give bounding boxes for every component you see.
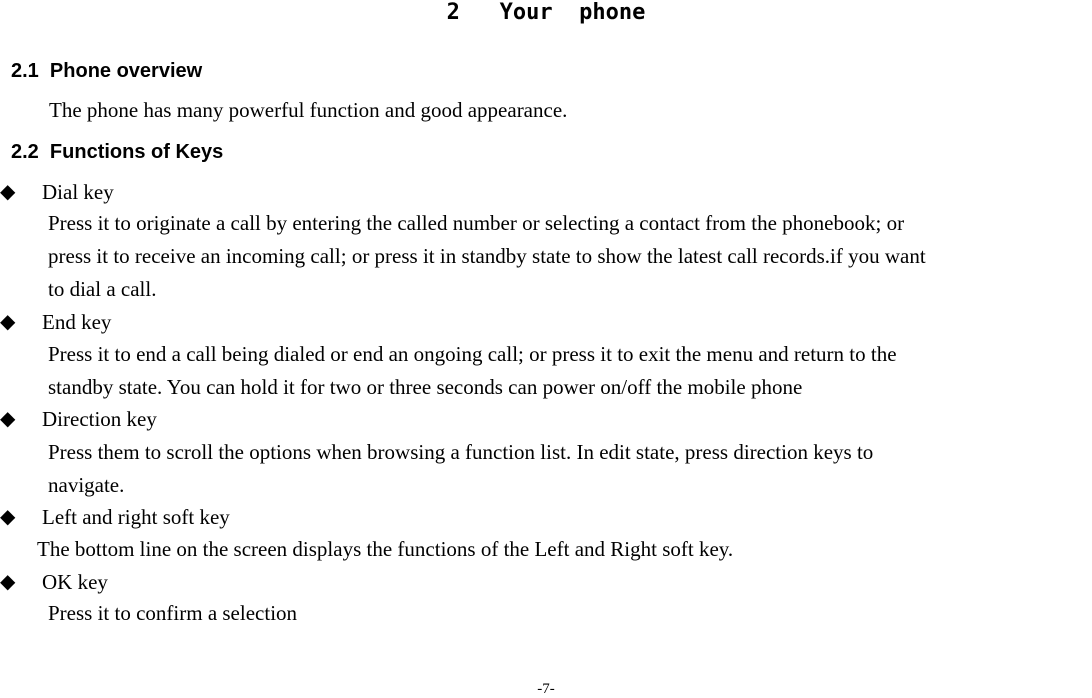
key-description-soft-keys [37,533,733,566]
page-number: -7- [537,681,555,697]
key-description-dial [48,207,926,306]
diamond-bullet-icon: ◆ [0,311,16,333]
description-line: to dial a call. [48,277,157,301]
diamond-bullet-icon: ◆ [0,408,16,430]
key-label-dial: Dial key [42,180,114,204]
section-heading-phone-overview: 2.1 Phone overview [11,60,203,82]
description-line: standby state. You can hold it for two or three seconds can power on/off the mobile phone [48,375,803,399]
key-label-end: End key [42,310,112,334]
key-description-direction [48,436,873,502]
phone-overview-text: The phone has many powerful function and good appearance. [49,98,568,122]
diamond-bullet-icon: ◆ [0,181,16,203]
description-line: Press them to scroll the options when browsing a function list. In edit state, press direction keys to [48,440,874,464]
key-label-ok: OK key [42,570,108,594]
description-line: The bottom line on the screen displays the functions of the Left and Right soft key. [37,537,734,561]
diamond-bullet-icon: ◆ [0,506,16,528]
key-description-ok [48,597,297,630]
diamond-bullet-icon: ◆ [0,571,16,593]
description-line: Press it to end a call being dialed or end an ongoing call; or press it to exit the menu and return to the [48,342,897,366]
key-label-soft-keys: Left and right soft key [42,505,230,529]
description-line: Press it to originate a call by entering the called number or selecting a contact from the phonebook; or [48,211,905,235]
description-line: Press it to confirm a selection [48,601,298,625]
description-line: navigate. [48,473,125,497]
section-heading-functions-of-keys: 2.2 Functions of Keys [11,141,224,163]
description-line: press it to receive an incoming call; or press it in standby state to show the latest call records.if you want [48,244,926,268]
chapter-title: 2 Your phone [446,0,646,25]
key-description-end [48,338,897,404]
key-label-direction: Direction key [42,407,157,431]
